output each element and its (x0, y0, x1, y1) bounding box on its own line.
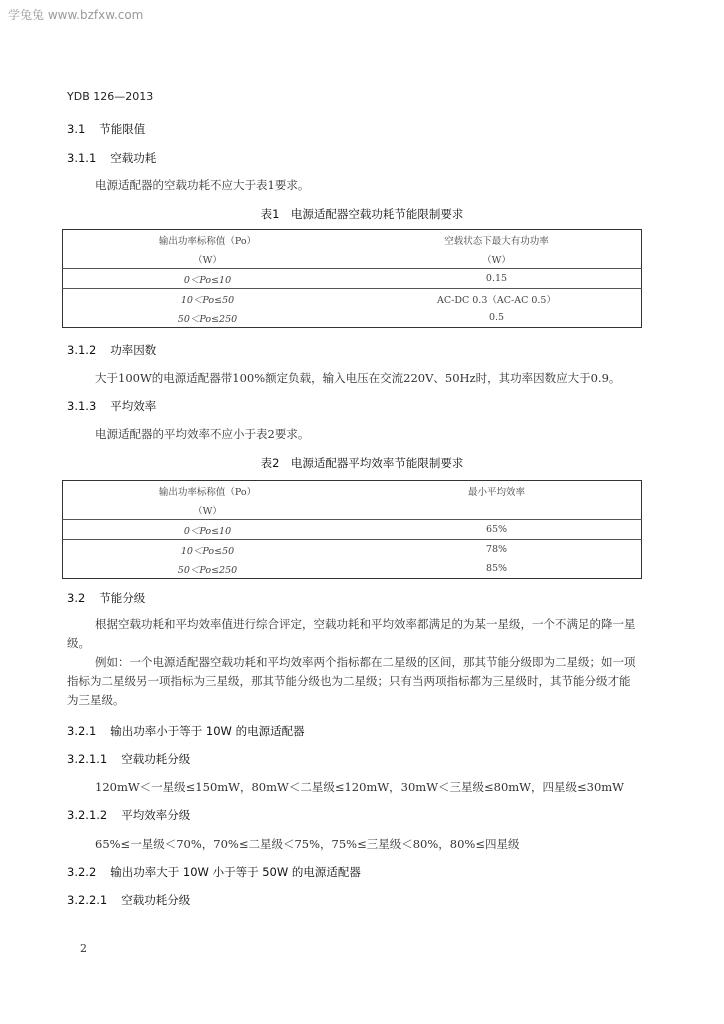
section-number: 3.1.1 (67, 151, 97, 165)
section-number: 3.1 (67, 122, 86, 136)
section-3-2-1-1-text: 120mW＜一星级≤150mW，80mW＜二星级≤120mW，30mW＜三星级≤80mW，四星级≤30mW (95, 780, 624, 794)
section-number: 3.2.1 (67, 724, 97, 738)
table-cell: 65% (352, 520, 642, 540)
table-row (63, 289, 642, 309)
table-cell: 0＜Po≤10 (63, 269, 353, 289)
table-cell: 78% (352, 540, 642, 560)
table-cell: 50＜Po≤250 (63, 559, 353, 579)
table2-caption: 表2 电源适配器平均效率节能限制要求 (260, 456, 464, 470)
table1 (62, 229, 642, 328)
section-title: 空载功耗分级 (121, 752, 191, 766)
table-row (63, 308, 642, 328)
table-cell: 50＜Po≤250 (63, 308, 353, 328)
section-3-1-1-heading (67, 150, 156, 166)
page-number: 2 (80, 942, 87, 955)
section-title: 空载功耗分级 (121, 893, 191, 907)
table-header-cell: 输出功率标称值（Po） (63, 481, 353, 501)
section-3-2-2-heading (67, 864, 361, 880)
section-3-1-heading (67, 121, 145, 137)
section-title: 功率因数 (110, 343, 157, 357)
table-header-cell: 最小平均效率 (352, 481, 642, 501)
section-number: 3.2.1.2 (67, 808, 108, 822)
section-title: 节能限值 (99, 122, 146, 136)
table-row (63, 540, 642, 560)
section-3-2-paragraph-1: 根据空载功耗和平均效率值进行综合评定，空载功耗和平均效率都满足的为某一星级，一个不满足的降一星级。 (67, 617, 636, 650)
table-cell: 0＜Po≤10 (63, 520, 353, 540)
section-3-2-2-1-heading (67, 892, 190, 908)
table-cell: 10＜Po≤50 (63, 540, 353, 560)
section-title: 空载功耗 (110, 151, 157, 165)
section-3-1-1-text: 电源适配器的空载功耗不应大于表1要求。 (95, 178, 310, 192)
table-row (63, 520, 642, 540)
table-cell: 0.5 (352, 308, 642, 328)
section-number: 3.2 (67, 591, 86, 605)
table-cell: 10＜Po≤50 (63, 289, 353, 309)
section-title: 平均效率 (110, 399, 157, 413)
table-row (63, 269, 642, 289)
table-header-row (63, 481, 642, 501)
table-units-row (63, 500, 642, 520)
section-3-1-2-text: 大于100W的电源适配器带100%额定负载，输入电压在交流220V、50Hz时，其功率因数应大于0.9。 (95, 371, 621, 385)
section-3-1-3-heading (67, 398, 156, 414)
table-unit-cell: （W） (193, 254, 222, 266)
table2 (62, 480, 642, 579)
section-number: 3.1.3 (67, 399, 97, 413)
table-cell: 85% (352, 559, 642, 579)
table-unit-cell (352, 500, 642, 520)
section-title: 节能分级 (99, 591, 146, 605)
table-cell: 0.15 (352, 269, 642, 289)
section-number: 3.2.2.1 (67, 893, 108, 907)
table-header-row (63, 230, 642, 250)
section-3-1-2-heading (67, 342, 156, 358)
table1-caption: 表1 电源适配器空载功耗节能限制要求 (260, 207, 464, 221)
table-cell: AC-DC 0.3（AC-AC 0.5） (352, 289, 642, 309)
section-number: 3.2.2 (67, 865, 97, 879)
section-3-2-1-heading (67, 723, 305, 739)
section-title: 输出功率小于等于 10W 的电源适配器 (110, 724, 305, 738)
section-number: 3.2.1.1 (67, 752, 108, 766)
section-3-1-3-text: 电源适配器的平均效率不应小于表2要求。 (95, 427, 310, 441)
watermark: 学兔兔 www.bzfxw.com (8, 8, 144, 22)
table-header-cell: 输出功率标称值（Po） (63, 230, 353, 250)
section-number: 3.1.2 (67, 343, 97, 357)
section-3-2-heading (67, 590, 145, 606)
table-units-row (63, 249, 642, 269)
section-title: 平均效率分级 (121, 808, 191, 822)
section-3-2-1-2-heading (67, 807, 190, 823)
document-id: YDB 126—2013 (67, 90, 154, 103)
section-title: 输出功率大于 10W 小于等于 50W 的电源适配器 (110, 865, 361, 879)
table-header-cell: 空载状态下最大有功功率 (352, 230, 642, 250)
section-3-2-1-2-text: 65%≤一星级＜70%，70%≤二星级＜75%，75%≤三星级＜80%，80%≤四星级 (95, 837, 520, 851)
table-row (63, 559, 642, 579)
table-unit-cell: （W） (482, 254, 511, 266)
section-3-2-paragraph-2: 例如：一个电源适配器空载功耗和平均效率两个指标都在二星级的区间，那其节能分级即为二星级；如一项指标为二星级另一项指标为三星级，那其节能分级也为二星级；只有当两项指标都为三星级时，其节能分级才能为三星级。 (67, 655, 636, 707)
table-unit-cell: （W） (193, 505, 222, 517)
section-3-2-1-1-heading (67, 751, 190, 767)
